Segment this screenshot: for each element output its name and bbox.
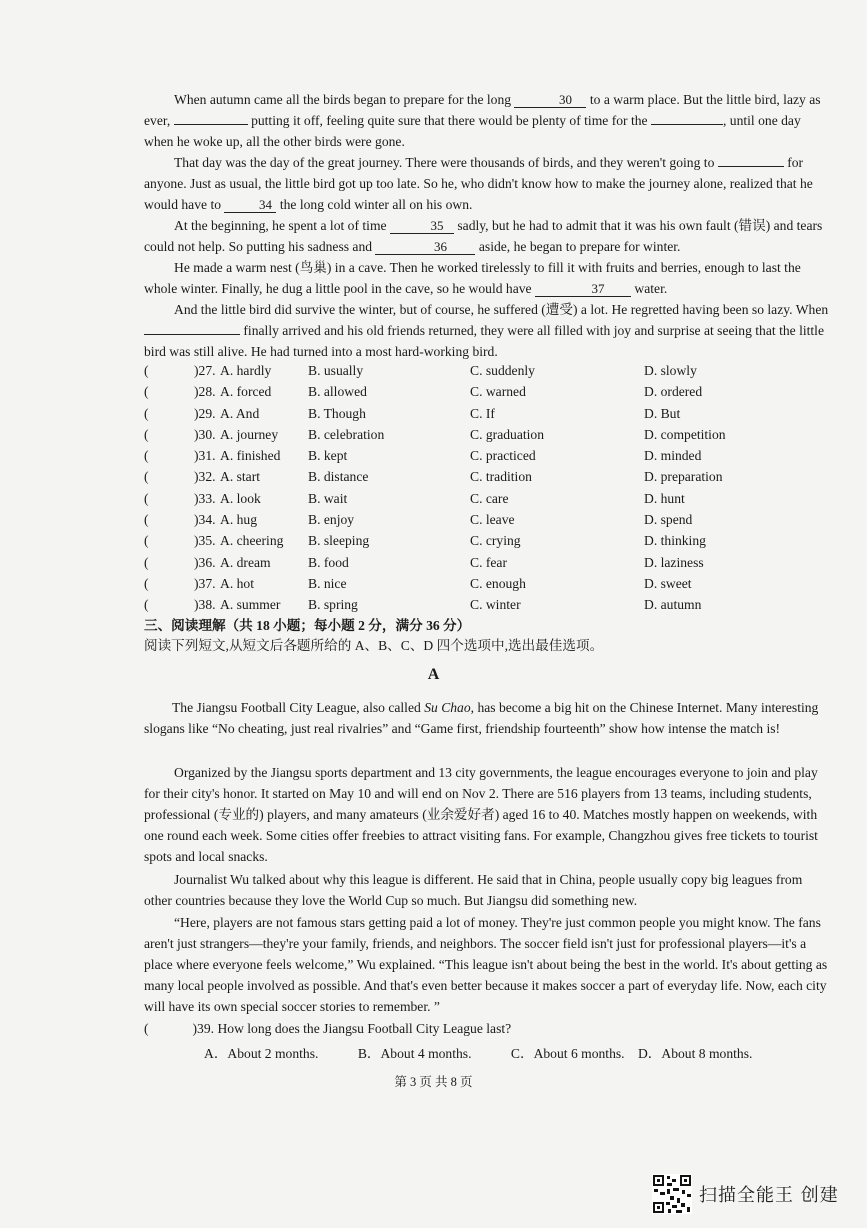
question-number: )31. xyxy=(194,448,216,464)
option-c[interactable]: C. care xyxy=(470,490,509,506)
blank-35: 35 xyxy=(390,219,454,234)
option-a[interactable]: A. summer xyxy=(220,597,281,613)
option-a[interactable]: A. journey xyxy=(220,426,279,442)
cloze-paragraph-3 xyxy=(144,215,830,257)
answer-paren[interactable]: ( xyxy=(144,597,149,613)
option-d[interactable]: D. slowly xyxy=(644,363,697,378)
option-d[interactable]: D. spend xyxy=(644,512,693,528)
text-span: finally arrived and his old friends returned, they were all filled with joy and surprise at seeing that the little bird was still alive. He had turned into a most hard-working bird. xyxy=(144,323,824,359)
question-number: )37. xyxy=(194,575,216,591)
text-span: , has become a big hit on the Chinese Internet. Many interesting slogans like “No cheating, just real rivalries” and “Game first, friendship fourteenth” show how intense the match is! xyxy=(144,700,819,736)
answer-paren[interactable]: ( xyxy=(144,554,149,570)
question-number: )38. xyxy=(194,597,216,613)
text-span: aside, he began to prepare for winter. xyxy=(478,239,681,254)
question-number: )27. xyxy=(194,363,216,378)
question-number: )30. xyxy=(194,426,216,442)
text-span: water. xyxy=(634,281,668,296)
option-b[interactable]: B．About 4 months. xyxy=(357,1046,472,1061)
option-c[interactable]: C. suddenly xyxy=(470,363,535,378)
option-b[interactable]: B. enjoy xyxy=(308,512,355,528)
option-c[interactable]: C．About 6 months. xyxy=(510,1046,625,1061)
qr-code-icon xyxy=(652,1174,692,1214)
blank-36: 36 xyxy=(375,240,475,255)
question-number: )32. xyxy=(194,469,216,485)
option-c[interactable]: C. practiced xyxy=(470,448,536,464)
option-d[interactable]: D. minded xyxy=(644,448,702,464)
question-number: )36. xyxy=(194,554,216,570)
text-span: , until one day when he woke up, all the other birds were gone. xyxy=(144,113,801,149)
text-span: At the beginning, he spent a lot of time xyxy=(174,218,387,233)
option-d[interactable]: D. hunt xyxy=(644,490,685,506)
question-number: )33. xyxy=(194,490,216,506)
cloze-paragraph-1 xyxy=(144,89,830,152)
option-d[interactable]: D. autumn xyxy=(644,597,702,613)
option-c[interactable]: C. tradition xyxy=(470,469,532,485)
answer-paren[interactable]: ( xyxy=(144,533,149,549)
option-a[interactable]: A. hardly xyxy=(220,363,272,378)
option-d[interactable]: D. competition xyxy=(644,426,726,442)
options-list xyxy=(144,360,844,616)
answer-paren[interactable]: ( xyxy=(144,1021,149,1036)
option-a[interactable]: A. hot xyxy=(220,575,254,591)
cloze-paragraph-2 xyxy=(144,152,830,215)
option-b[interactable]: B. celebration xyxy=(308,426,385,442)
option-c[interactable]: C. enough xyxy=(470,575,526,591)
option-b[interactable]: B. kept xyxy=(308,448,348,464)
option-row xyxy=(144,594,844,615)
passage-paragraph-4: “Here, players are not famous stars getting paid a lot of money. They're just common people you might know. The fans aren't just strangers—they're your family, friends, and neighbors. The soccer field isn't just for professional players—it's a place where everyone feels welcome,” Wu explained. “This league isn't about being the best in the world. It's about getting as many local people involved as possible. And that's even better because it makes soccer a part of everyday life. Now, each city will have its own special soccer stories to remember. ” xyxy=(144,915,828,1014)
passage-paragraph-3: Journalist Wu talked about why this league is different. He said that in China, people usually copy big leagues from other countries because they love the World Cup so much. But Jiangsu did something new. xyxy=(144,872,803,908)
text-span: for anyone. Just as usual, the little bird got up too late. So he, who didn't know how to make the journey alone, realized that he would have to xyxy=(144,155,813,212)
question-text: )39. How long does the Jiangsu Football City League last? xyxy=(192,1021,512,1036)
option-a[interactable]: A. dream xyxy=(220,554,271,570)
answer-paren[interactable]: ( xyxy=(144,405,149,421)
option-c[interactable]: C. crying xyxy=(470,533,521,549)
answer-paren[interactable]: ( xyxy=(144,512,149,528)
text-span: When autumn came all the birds began to prepare for the long xyxy=(174,92,512,107)
option-c[interactable]: C. warned xyxy=(470,384,526,400)
option-row xyxy=(144,509,844,530)
option-d[interactable]: D. sweet xyxy=(644,575,692,591)
blank-38 xyxy=(144,334,240,335)
option-a[interactable]: A. start xyxy=(220,469,261,485)
option-b[interactable]: B. usually xyxy=(308,363,364,378)
option-c[interactable]: C. winter xyxy=(470,597,521,613)
cloze-paragraph-4 xyxy=(144,257,830,299)
option-b[interactable]: B. Though xyxy=(308,405,366,421)
text-span: That day was the day of the great journey. There were thousands of birds, and they weren't going to xyxy=(174,155,715,170)
option-b[interactable]: B. distance xyxy=(308,469,369,485)
option-c[interactable]: C. fear xyxy=(470,554,507,570)
option-row xyxy=(144,445,844,466)
question-39-options xyxy=(204,1042,788,1062)
option-b[interactable]: B. spring xyxy=(308,597,358,613)
option-d[interactable]: D．About 8 months. xyxy=(637,1046,753,1061)
answer-paren[interactable]: ( xyxy=(144,575,149,591)
text-span: to a warm place. But the little bird, lazy as ever, xyxy=(144,92,821,128)
option-b[interactable]: B. allowed xyxy=(308,384,367,400)
answer-paren[interactable]: ( xyxy=(144,384,149,400)
option-row xyxy=(144,488,844,509)
option-a[interactable]: A. cheering xyxy=(220,533,284,549)
question-number: )34. xyxy=(194,512,216,528)
option-c[interactable]: C. If xyxy=(470,405,495,421)
option-row xyxy=(144,466,844,487)
option-c[interactable]: C. graduation xyxy=(470,426,544,442)
passage-letter: A xyxy=(427,666,440,683)
text-span: the long cold winter all on his own. xyxy=(279,197,473,212)
option-row xyxy=(144,573,844,594)
option-row xyxy=(144,552,844,573)
option-row xyxy=(144,381,844,402)
option-row xyxy=(144,403,844,424)
passage-paragraph-2: Organized by the Jiangsu sports department and 13 city governments, the league encourages everyone to join and play for their city's honor. It started on May 10 and will end on Nov 2. There are 516 players from 13 teams, including students, professional (专业的) players, and many amateurs (业余爱好者) aged 16 to 40. Matches mostly happen on weekends, with one round each week. Some cities offer freebies to attract visiting fans. For example, Changzhou gives free tickets to tourist spots and local snacks. xyxy=(144,765,818,864)
answer-paren[interactable]: ( xyxy=(144,426,149,442)
text-span: sadly, but he had to admit that it was his own fault (错误) and tears could not help. So putting his sadness and xyxy=(144,218,823,254)
option-row xyxy=(144,530,844,551)
option-b[interactable]: B. wait xyxy=(308,490,348,506)
option-d[interactable]: D. But xyxy=(644,405,681,421)
text-span: And the little bird did survive the winter, but of course, he suffered (遭受) a lot. He regretted having been so lazy. When xyxy=(174,302,829,317)
blank-32 xyxy=(651,124,723,125)
answer-paren[interactable]: ( xyxy=(144,363,149,378)
option-c[interactable]: C. leave xyxy=(470,512,515,528)
answer-paren[interactable]: ( xyxy=(144,490,149,506)
emphasis-text: Su Chao xyxy=(424,700,471,715)
question-number: )35. xyxy=(194,533,216,549)
section-title: 三、阅读理解（共 18 小题；每小题 2 分，满分 36 分） xyxy=(144,618,471,633)
option-d[interactable]: D. ordered xyxy=(644,384,703,400)
passage-paragraph-1 xyxy=(144,697,830,739)
answer-paren[interactable]: ( xyxy=(144,448,149,464)
option-row xyxy=(144,424,844,445)
option-a[interactable]: A. finished xyxy=(220,448,281,464)
option-a[interactable]: A. And xyxy=(220,405,260,421)
blank-31 xyxy=(174,124,248,125)
option-a[interactable]: A. look xyxy=(220,490,261,506)
blank-30: 30 xyxy=(514,93,586,108)
question-39 xyxy=(144,1021,511,1037)
section-instruction: 阅读下列短文,从短文后各题所给的 A、B、C、D 四个选项中,选出最佳选项。 xyxy=(144,638,604,653)
text-span: The Jiangsu Football City League, also called xyxy=(172,700,421,715)
blank-34: 34 xyxy=(224,198,276,213)
text-span: putting it off, feeling quite sure that there would be plenty of time for the xyxy=(251,113,648,128)
blank-37: 37 xyxy=(535,282,631,297)
page-number: 第 3 页 共 8 页 xyxy=(394,1075,473,1089)
option-d[interactable]: D. laziness xyxy=(644,554,704,570)
option-a[interactable]: A. forced xyxy=(220,384,272,400)
option-d[interactable]: D. thinking xyxy=(644,533,706,549)
answer-paren[interactable]: ( xyxy=(144,469,149,485)
option-a[interactable]: A．About 2 months. xyxy=(204,1046,319,1061)
cloze-paragraph-5 xyxy=(144,299,830,362)
option-b[interactable]: B. nice xyxy=(308,575,347,591)
option-a[interactable]: A. hug xyxy=(220,512,258,528)
option-b[interactable]: B. food xyxy=(308,554,349,570)
question-number: )29. xyxy=(194,405,216,421)
question-number: )28. xyxy=(194,384,216,400)
watermark-text: 扫描全能王 创建 xyxy=(699,1185,839,1206)
text-span: He made a warm nest (鸟巢) in a cave. Then he worked tirelessly to fill it with fruits and berries, enough to last the whole winter. Finally, he dug a little pool in the cave, so he would have xyxy=(144,260,801,296)
option-d[interactable]: D. preparation xyxy=(644,469,723,485)
option-b[interactable]: B. sleeping xyxy=(308,533,370,549)
blank-33 xyxy=(718,166,784,167)
option-row xyxy=(144,360,844,381)
